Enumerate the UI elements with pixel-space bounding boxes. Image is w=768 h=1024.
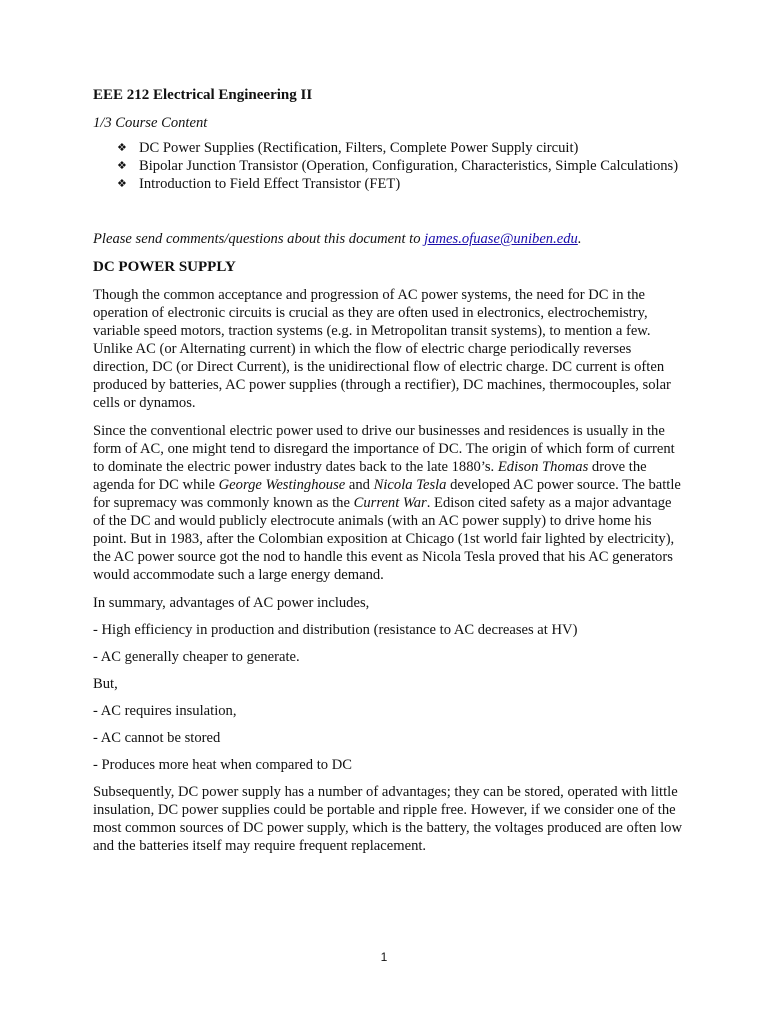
diamond-star-icon: ❖ (117, 177, 127, 190)
text-run: developed AC power source. The battle for supremacy was commonly known as the (93, 477, 681, 511)
list-item (93, 175, 683, 193)
advantage-item: - AC generally cheaper to generate. (93, 649, 300, 665)
course-content-subtitle: 1/3 Course Content (93, 115, 208, 131)
but-line: But, (93, 676, 118, 692)
email-link[interactable]: james.ofuase@uniben.edu (424, 231, 578, 247)
course-content-list (93, 139, 683, 193)
list-item (93, 157, 683, 175)
term-current-war: Current War (353, 495, 427, 511)
disadvantage-item: - AC cannot be stored (93, 730, 221, 746)
text-run: Since the conventional electric power used to drive our businesses and residences is usually in the form of AC, one might tend to disregard the importance of DC. The origin of which form of current to dominate the electric power industry dates back to the late 1880’s. (93, 423, 675, 475)
name-westinghouse: George Westinghouse (218, 477, 346, 493)
document-page (93, 86, 683, 865)
advantage-item: - High efficiency in production and distribution (resistance to AC decreases at HV) (93, 622, 578, 638)
list-item (93, 139, 683, 157)
paragraph-history (93, 422, 683, 584)
diamond-star-icon: ❖ (117, 159, 127, 172)
comment-prefix: Please send comments/questions about this document to (93, 231, 425, 247)
text-run: drove the agenda for DC while (93, 459, 647, 493)
name-tesla: Nicola Tesla (373, 477, 447, 493)
comment-suffix: . (577, 231, 582, 247)
disadvantage-item: - AC requires insulation, (93, 703, 237, 719)
summary-intro: In summary, advantages of AC power includes, (93, 595, 370, 611)
document-title: EEE 212 Electrical Engineering II (93, 87, 313, 103)
list-item-text: Introduction to Field Effect Transistor (FET) (139, 176, 401, 192)
comment-request (93, 230, 683, 248)
paragraph-intro: Though the common acceptance and progression of AC power systems, the need for DC in the operation of electronic circuits is crucial as they are often used in electronics, electrochemistry, variable speed motors, traction systems (e.g. in Metropolitan transit systems), to mention a few. Unlike AC (or Alternating current) in which the flow of electric charge periodically reverses direction, DC (or Direct Current), is the unidirectional flow of electric charge. DC current is often produced by batteries, AC power supplies (through a rectifier), DC machines, thermocouples, solar cells or dynamos. (93, 287, 671, 411)
text-run: and (345, 477, 374, 493)
disadvantage-item: - Produces more heat when compared to DC (93, 757, 352, 773)
name-edison: Edison Thomas (497, 459, 589, 475)
text-run: . Edison cited safety as a major advantage of the DC and would publicly electrocute animals (with an AC power supply) to drive home his point. But in 1983, after the Colombian exposition at Chicago (1st world fair lighted by electricity), the AC power source got the nod to handle this event as Nicola Tesla proved that his AC generators would accommodate such a large energy demand. (93, 495, 675, 583)
paragraph-dc-advantages: Subsequently, DC power supply has a number of advantages; they can be stored, operated with little insulation, DC power supplies could be portable and ripple free. However, if we consider one of the most common sources of DC power supply, which is the battery, the voltages produced are often low and the batteries itself may require frequent replacement. (93, 784, 683, 854)
list-item-text: Bipolar Junction Transistor (Operation, Configuration, Characteristics, Simple Calculations) (139, 158, 679, 174)
page-number: 1 (380, 950, 388, 964)
list-item-text: DC Power Supplies (Rectification, Filters, Complete Power Supply circuit) (139, 140, 579, 156)
diamond-star-icon: ❖ (117, 141, 127, 154)
section-heading: DC POWER SUPPLY (93, 259, 236, 275)
